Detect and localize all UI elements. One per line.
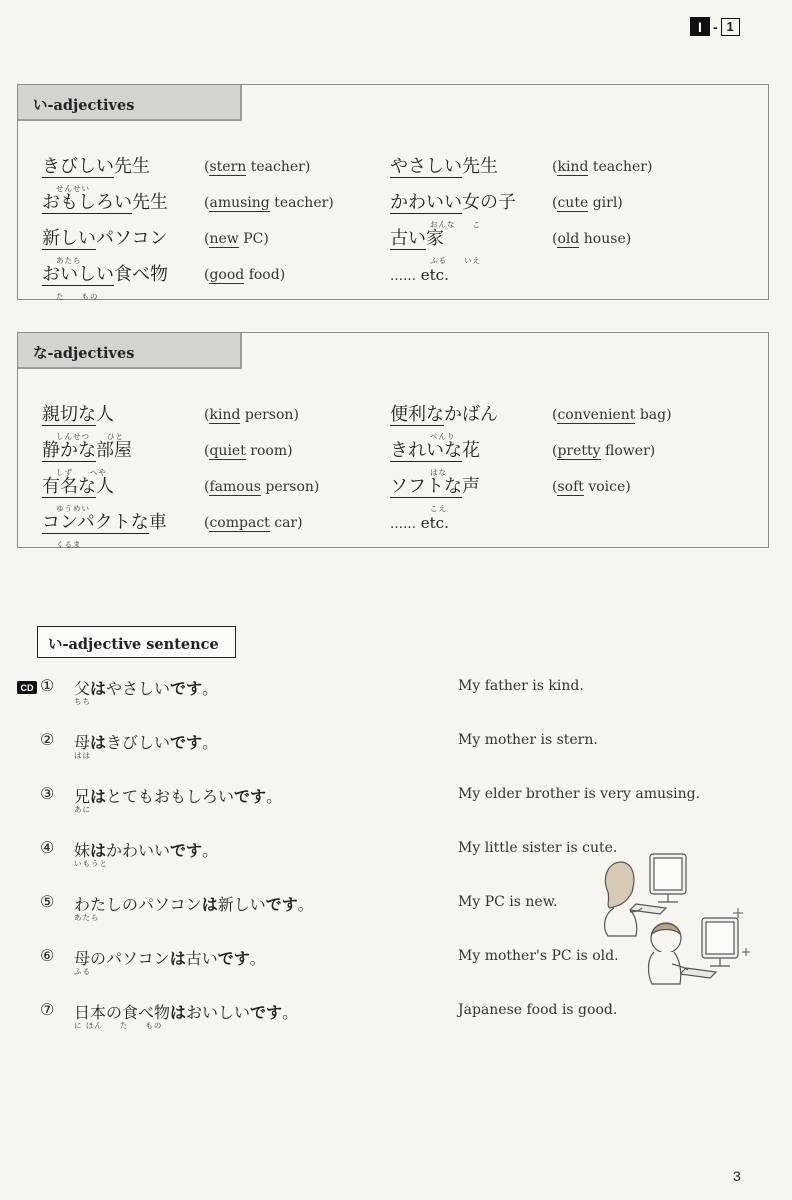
chapter-separator: -	[713, 18, 718, 35]
furigana: くるま	[56, 540, 82, 549]
furigana: ふる いえ	[430, 256, 481, 265]
topic-particle: は	[90, 733, 107, 752]
adjective-underlined: 便利な	[390, 404, 444, 425]
gloss-underlined: famous	[209, 479, 261, 495]
adjective-underlined: コンパクトな	[42, 512, 149, 533]
sentence-period: 。	[297, 895, 314, 914]
gloss-rest: flower)	[600, 443, 656, 459]
gloss-rest: PC)	[238, 231, 269, 247]
noun-text: 食べ物	[114, 264, 168, 285]
na-adjectives-title: な-adjectives	[18, 333, 242, 369]
furigana: こえ	[430, 504, 447, 513]
sentence-subject: 父	[74, 679, 91, 698]
noun-text: 先生	[132, 192, 168, 213]
copula-desu: です	[217, 949, 250, 968]
furigana: ふる	[74, 967, 91, 976]
adjective-phrase	[390, 404, 498, 441]
english-translation: My little sister is cute.	[458, 840, 618, 856]
english-gloss: (soft voice)	[552, 479, 631, 495]
noun-text: 車	[148, 512, 167, 533]
gloss-underlined: new	[209, 231, 239, 247]
gloss-underlined: stern	[209, 159, 247, 175]
japanese-sentence	[74, 946, 266, 969]
etc-text: etc.	[416, 266, 449, 284]
sentence-number: ①	[40, 676, 55, 695]
adjective-phrase	[390, 228, 481, 265]
sentence-adjective: とてもおもしろい	[106, 787, 235, 806]
sentence-period: 。	[249, 949, 266, 968]
topic-particle: は	[90, 679, 107, 698]
noun-text: 部屋	[96, 440, 132, 461]
gloss-underlined: kind	[209, 407, 241, 423]
sentence-period: 。	[282, 1003, 299, 1022]
adjective-phrase	[42, 156, 150, 193]
gloss-rest: food)	[244, 267, 286, 283]
gloss-rest: bag)	[635, 407, 672, 423]
i-adjectives-box	[17, 84, 769, 300]
gloss-underlined: quiet	[209, 443, 246, 459]
adjective-phrase	[42, 512, 167, 549]
adjective-underlined: おいしい	[42, 264, 114, 285]
furigana: おんな こ	[430, 220, 481, 229]
english-gloss: (quiet room)	[204, 443, 293, 459]
gloss-rest: car)	[269, 515, 303, 531]
gloss-underlined: convenient	[557, 407, 636, 423]
adjective-underlined: きれいな	[390, 440, 462, 461]
adjective-underlined: おもしろい	[42, 192, 132, 213]
copula-desu: です	[170, 679, 203, 698]
i-adjective-sentence-header: い-adjective sentence	[37, 626, 236, 658]
adjective-phrase	[390, 513, 449, 535]
topic-particle: は	[201, 895, 218, 914]
gloss-underlined: old	[557, 231, 580, 247]
adjective-phrase	[42, 228, 168, 265]
people-at-computers-illustration	[596, 848, 756, 988]
noun-text: かばん	[444, 404, 498, 425]
copula-desu: です	[170, 841, 203, 860]
adjective-phrase	[390, 440, 480, 477]
sentence-period: 。	[266, 787, 283, 806]
sentence-subject: 母のパソコン	[74, 949, 170, 968]
adjective-phrase	[42, 440, 132, 477]
furigana: いもうと	[74, 859, 108, 868]
gloss-underlined: cute	[557, 195, 589, 211]
english-gloss: (old house)	[552, 231, 632, 247]
english-gloss: (compact car)	[204, 515, 303, 531]
adjective-underlined: やさしい	[390, 156, 462, 177]
furigana: あに	[74, 805, 91, 814]
gloss-underlined: soft	[557, 479, 584, 495]
adjective-phrase	[390, 476, 480, 513]
furigana: に ほん た もの	[74, 1021, 163, 1030]
copula-desu: です	[234, 787, 267, 806]
noun-text: 家	[426, 228, 444, 249]
english-translation: My PC is new.	[458, 894, 558, 910]
english-gloss: (stern teacher)	[204, 159, 311, 175]
furigana: あたら	[74, 913, 100, 922]
adjective-phrase	[42, 404, 124, 441]
page-number: 3	[733, 1168, 741, 1184]
gloss-rest: teacher)	[246, 159, 311, 175]
furigana: あたら	[56, 256, 82, 265]
gloss-underlined: compact	[209, 515, 270, 531]
topic-particle: は	[90, 841, 107, 860]
sentence-subject: 妹	[74, 841, 91, 860]
noun-text: 女の子	[462, 192, 516, 213]
chapter-roman: I	[690, 17, 710, 36]
chapter-tag	[690, 17, 740, 36]
topic-particle: は	[90, 787, 107, 806]
gloss-rest: teacher)	[269, 195, 334, 211]
adjective-phrase	[390, 265, 449, 287]
copula-desu: です	[265, 895, 298, 914]
gloss-rest: house)	[579, 231, 632, 247]
sentence-number: ②	[40, 730, 55, 749]
furigana: しず へや	[56, 468, 107, 477]
ellipsis: ……	[390, 517, 416, 532]
sentence-subject: わたしのパソコン	[74, 895, 202, 914]
furigana: べんり	[430, 432, 456, 441]
sentence-adjective: かわいい	[106, 841, 171, 860]
sentence-adjective: きびしい	[106, 733, 171, 752]
furigana: はは	[74, 751, 91, 760]
adjective-underlined: きびしい	[42, 156, 114, 177]
japanese-sentence	[74, 892, 314, 915]
furigana: ゆうめい	[56, 504, 90, 513]
english-translation: My mother's PC is old.	[458, 948, 619, 964]
gloss-underlined: amusing	[209, 195, 270, 211]
adjective-underlined: 有名な	[42, 476, 96, 497]
adjective-underlined: 古い	[390, 228, 426, 249]
etc-text: etc.	[416, 514, 449, 532]
sentence-period: 。	[202, 733, 219, 752]
adjective-phrase	[42, 264, 168, 301]
english-translation: My mother is stern.	[458, 732, 598, 748]
adjective-underlined: かわいい	[390, 192, 462, 213]
gloss-rest: teacher)	[588, 159, 653, 175]
sentence-adjective: おいしい	[186, 1003, 251, 1022]
gloss-rest: room)	[245, 443, 293, 459]
english-gloss: (amusing teacher)	[204, 195, 334, 211]
english-gloss: (famous person)	[204, 479, 320, 495]
noun-text: パソコン	[96, 228, 168, 249]
english-gloss: (cute girl)	[552, 195, 623, 211]
sentence-subject: 兄	[74, 787, 91, 806]
adjective-phrase	[390, 192, 516, 229]
adjective-phrase	[42, 193, 168, 213]
noun-text: 人	[96, 476, 114, 497]
i-adjectives-title: い-adjectives	[18, 85, 242, 121]
noun-text: 花	[462, 440, 480, 461]
gloss-rest: person)	[240, 407, 299, 423]
english-gloss: (kind person)	[204, 407, 299, 423]
english-translation: My elder brother is very amusing.	[458, 786, 701, 802]
sentence-subject: 母	[74, 733, 91, 752]
gloss-rest: girl)	[588, 195, 623, 211]
sentence-adjective: やさしい	[106, 679, 171, 698]
na-adjectives-box	[17, 332, 769, 548]
furigana: せんせい	[56, 184, 90, 193]
noun-text: 人	[96, 404, 114, 425]
topic-particle: は	[170, 1003, 187, 1022]
cd-audio-icon[interactable]: CD	[17, 681, 37, 694]
sentence-number: ⑥	[40, 946, 55, 965]
adjective-underlined: 静かな	[42, 440, 96, 461]
copula-desu: です	[170, 733, 203, 752]
english-gloss: (pretty flower)	[552, 443, 656, 459]
gloss-underlined: kind	[557, 159, 589, 175]
sentence-number: ⑤	[40, 892, 55, 911]
japanese-sentence	[74, 676, 218, 699]
english-translation: My father is kind.	[458, 678, 584, 694]
noun-text: 先生	[114, 156, 150, 177]
english-gloss: (new PC)	[204, 231, 269, 247]
gloss-underlined: pretty	[557, 443, 601, 459]
sentence-period: 。	[202, 679, 219, 698]
gloss-rest: person)	[260, 479, 320, 495]
sentence-number: ⑦	[40, 1000, 55, 1019]
adjective-phrase	[42, 476, 114, 513]
sentence-number: ④	[40, 838, 55, 857]
sentence-adjective: 新しい	[217, 895, 266, 914]
sentence-subject: 日本の食べ物	[74, 1003, 171, 1022]
adjective-phrase	[390, 157, 498, 177]
japanese-sentence	[74, 730, 218, 753]
english-gloss: (kind teacher)	[552, 159, 653, 175]
noun-text: 声	[462, 476, 480, 497]
gloss-underlined: good	[209, 267, 245, 283]
adjective-underlined: ソフトな	[390, 476, 462, 497]
adjective-underlined: 親切な	[42, 404, 96, 425]
sentence-adjective: 古い	[185, 949, 218, 968]
sentence-number: ③	[40, 784, 55, 803]
english-gloss: (good food)	[204, 267, 286, 283]
furigana: た もの	[56, 292, 99, 301]
japanese-sentence	[74, 784, 282, 807]
english-gloss: (convenient bag)	[552, 407, 672, 423]
adjective-underlined: 新しい	[42, 228, 96, 249]
gloss-rest: voice)	[583, 479, 631, 495]
topic-particle: は	[169, 949, 186, 968]
sentence-period: 。	[202, 841, 219, 860]
chapter-number: 1	[721, 18, 740, 36]
ellipsis: ……	[390, 269, 416, 284]
copula-desu: です	[250, 1003, 283, 1022]
furigana: はな	[430, 468, 447, 477]
english-translation: Japanese food is good.	[458, 1002, 618, 1018]
noun-text: 先生	[462, 156, 498, 177]
furigana: ちち	[74, 697, 91, 706]
furigana: しんせつ ひと	[56, 432, 124, 441]
